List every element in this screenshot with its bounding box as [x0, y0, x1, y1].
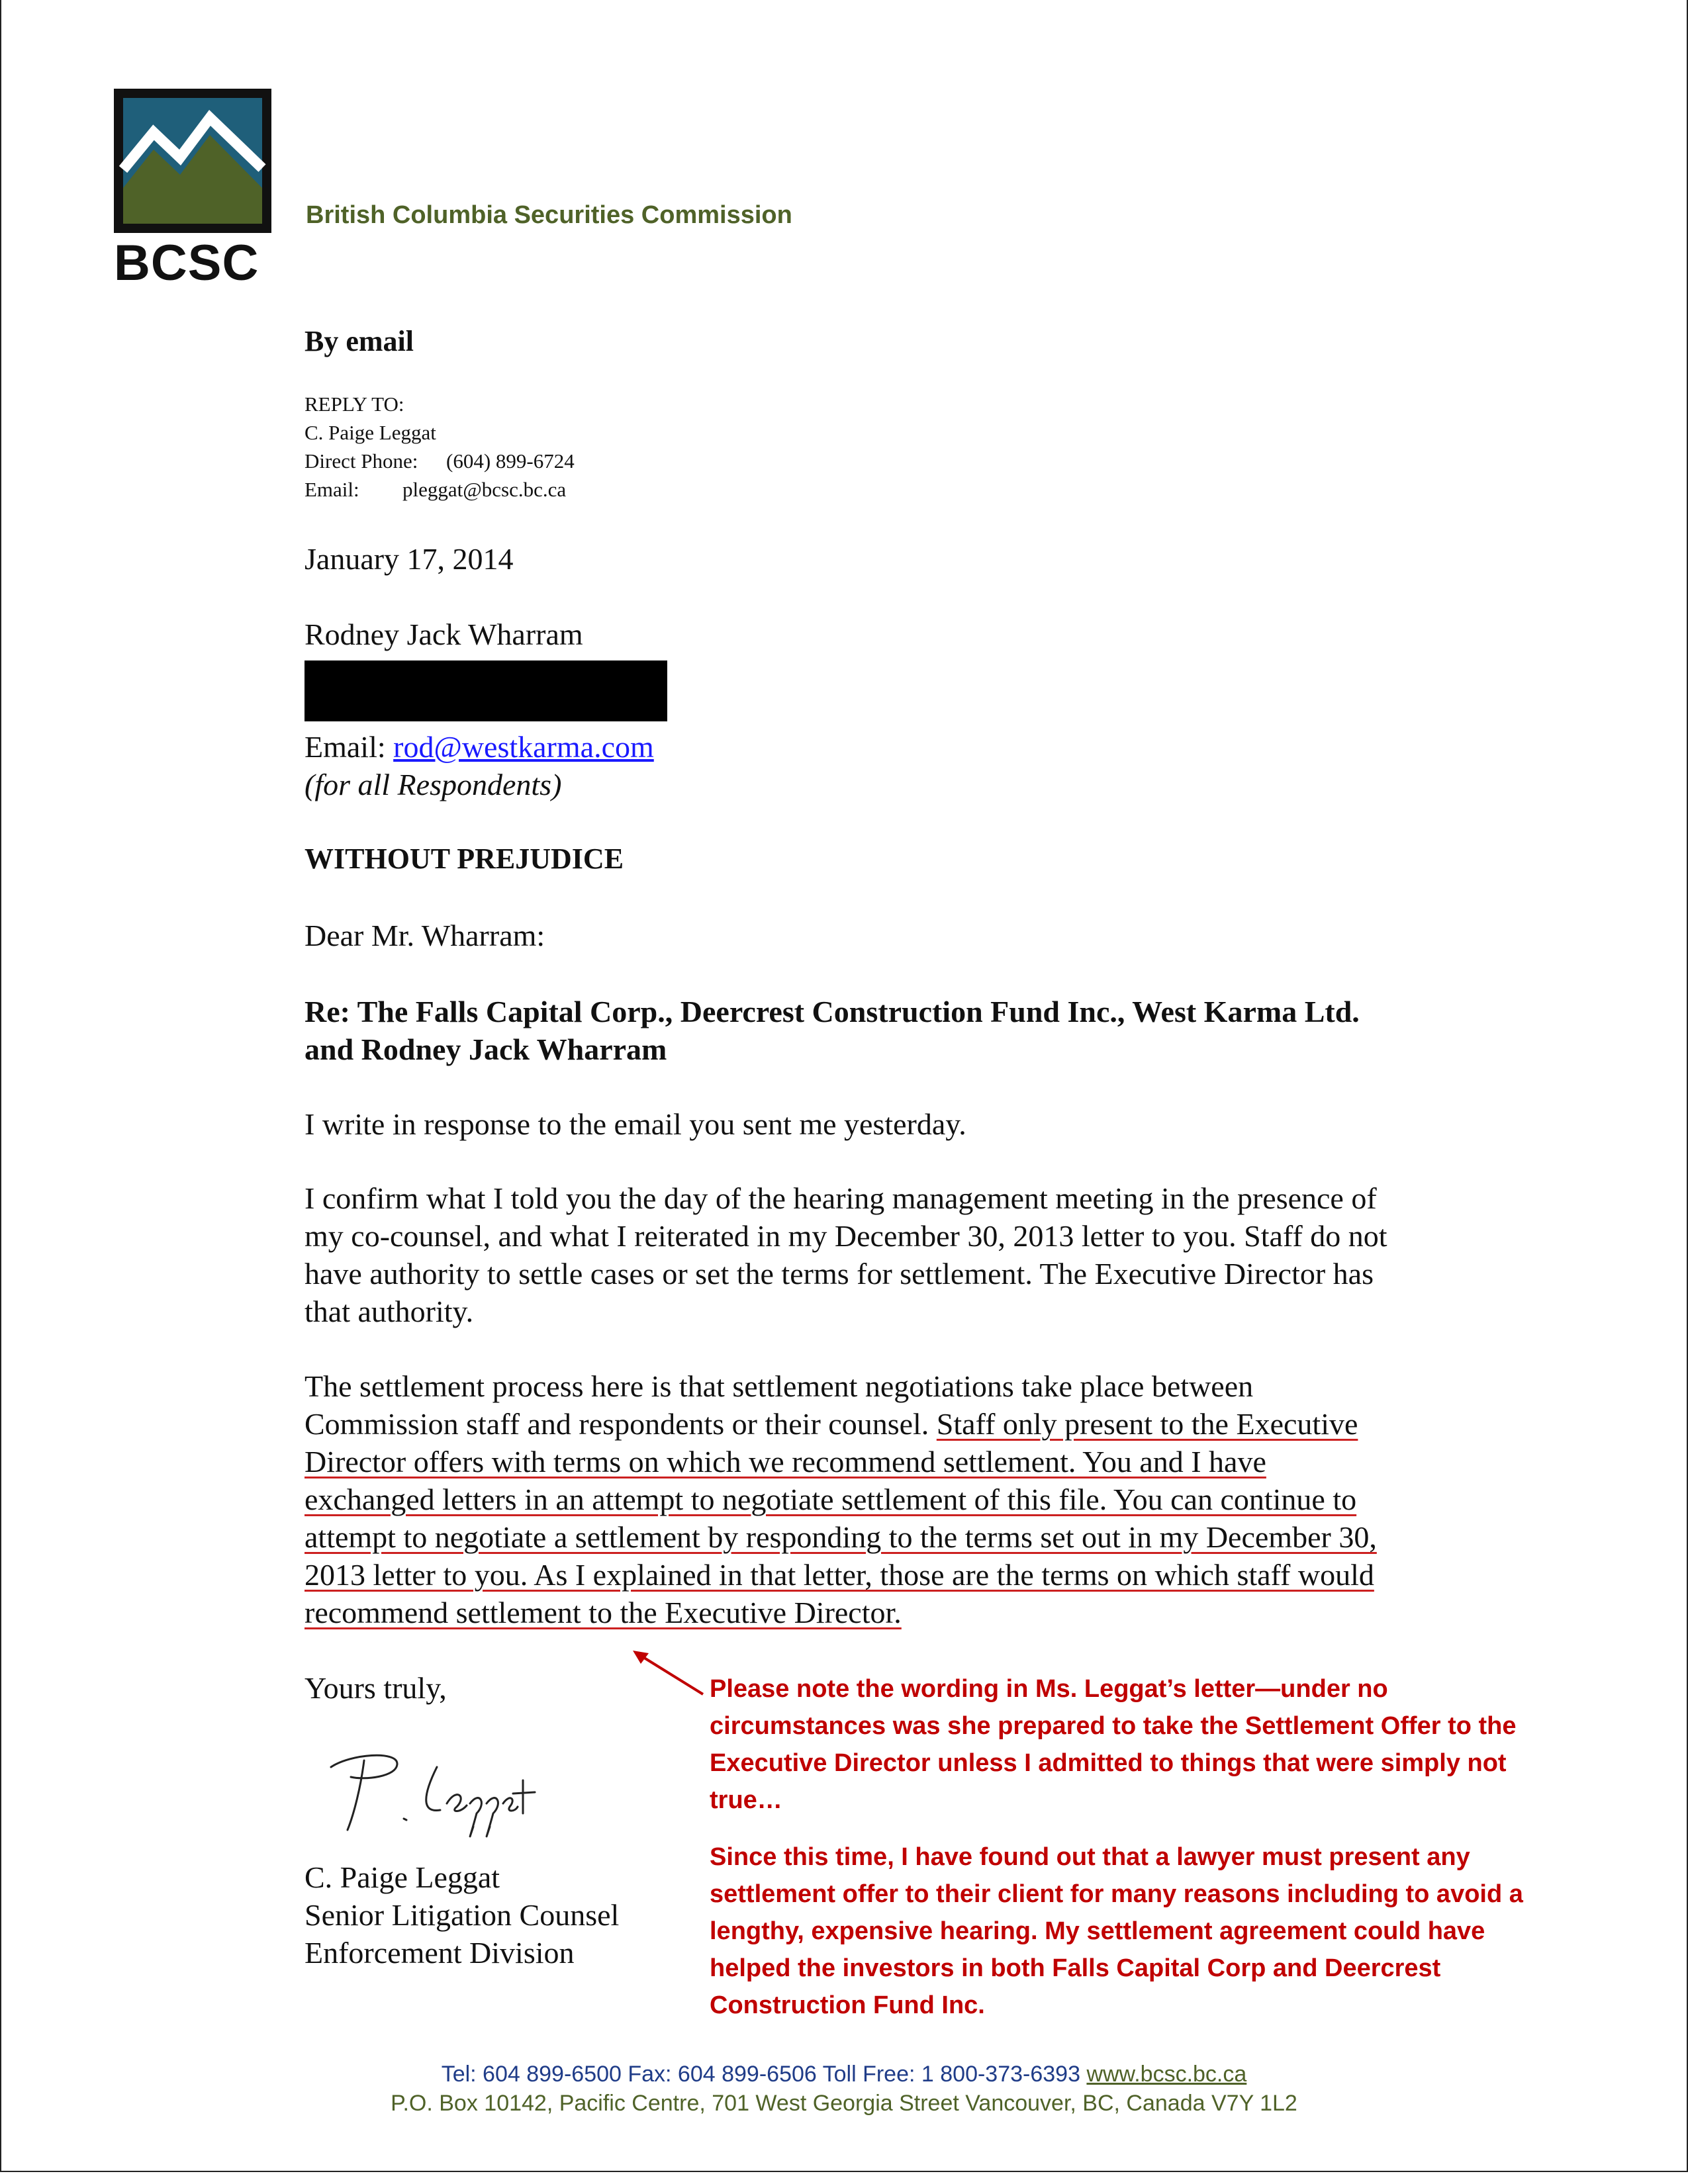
- annotation-line: lengthy, expensive hearing. My settlement agreement could have: [710, 1917, 1485, 1945]
- signature-block: [305, 1858, 619, 1972]
- logo-text: BCSC: [114, 235, 259, 291]
- annotation-note-1: [710, 1670, 1517, 1819]
- paragraph-line: I confirm what I told you the day of the hearing management meeting in the presence of: [305, 1181, 1377, 1215]
- annotation-line: Since this time, I have found out that a lawyer must present any: [710, 1843, 1470, 1871]
- reply-to-email-row: [305, 475, 575, 504]
- underlined-line: recommend settlement to the Executive Director.: [305, 1596, 902, 1629]
- redacted-address: [305, 660, 667, 721]
- paragraph-3: [305, 1367, 1377, 1631]
- signer-division: Enforcement Division: [305, 1936, 575, 1970]
- paragraph-line: that authority.: [305, 1295, 474, 1328]
- footer-address: P.O. Box 10142, Pacific Centre, 701 West Georgia Street Vancouver, BC, Canada V7Y 1L2: [391, 2091, 1297, 2116]
- paragraph-line: my co-counsel, and what I reiterated in my December 30, 2013 letter to you. Staff do not: [305, 1219, 1387, 1253]
- annotation-line: Please note the wording in Ms. Leggat’s letter—under no: [710, 1675, 1388, 1703]
- recipient-email-label: Email:: [305, 730, 394, 764]
- paragraph-2: [305, 1179, 1387, 1330]
- without-prejudice-heading: WITHOUT PREJUDICE: [305, 842, 624, 875]
- annotation-line: circumstances was she prepared to take the Settlement Offer to the: [710, 1712, 1517, 1740]
- signer-name: C. Paige Leggat: [305, 1860, 500, 1894]
- paragraph-line: The settlement process here is that settlement negotiations take place between: [305, 1369, 1254, 1403]
- footer-contact-text: Tel: 604 899-6500 Fax: 604 899-6506 Toll Free: 1 800-373-6393: [441, 2062, 1087, 2087]
- paragraph-line: [305, 1405, 1377, 1443]
- phone-label: Direct Phone:: [305, 449, 418, 473]
- letter-date: January 17, 2014: [305, 542, 514, 576]
- re-line: Re: The Falls Capital Corp., Deercrest Construction Fund Inc., West Karma Ltd.: [305, 995, 1360, 1028]
- footer-website-link[interactable]: www.bcsc.bc.ca: [1086, 2062, 1247, 2087]
- underlined-line: Director offers with terms on which we recommend settlement. You and I have: [305, 1445, 1266, 1479]
- reply-to-label: REPLY TO:: [305, 392, 404, 416]
- salutation: Dear Mr. Wharram:: [305, 919, 545, 952]
- recipient-email-link[interactable]: rod@westkarma.com: [393, 730, 654, 764]
- delivery-method: By email: [305, 325, 414, 357]
- underlined-line: attempt to negotiate a settlement by responding to the terms set out in my December 30,: [305, 1520, 1377, 1554]
- reply-to-name: C. Paige Leggat: [305, 421, 436, 444]
- re-line: and Rodney Jack Wharram: [305, 1032, 667, 1066]
- paragraph-line: have authority to settle cases or set the terms for settlement. The Executive Director has: [305, 1257, 1374, 1291]
- annotation-arrow-icon: [629, 1647, 708, 1700]
- organization-name: British Columbia Securities Commission: [306, 201, 792, 229]
- annotation-line: settlement offer to their client for many reasons including to avoid a: [710, 1880, 1523, 1908]
- annotation-line: Executive Director unless I admitted to things that were simply not: [710, 1749, 1507, 1777]
- underlined-line: exchanged letters in an attempt to negotiate settlement of this file. You can continue to: [305, 1482, 1357, 1516]
- email-value: pleggat@bcsc.bc.ca: [402, 478, 567, 501]
- annotation-note-2: [710, 1839, 1523, 2024]
- reply-to-phone-row: [305, 447, 575, 475]
- paragraph-plain-text: Commission staff and respondents or their counsel.: [305, 1407, 937, 1441]
- annotation-line: helped the investors in both Falls Capital Corp and Deercrest: [710, 1954, 1441, 1982]
- handwritten-signature: [324, 1741, 536, 1840]
- annotation-line: Construction Fund Inc.: [710, 1991, 985, 2019]
- re-subject: [305, 993, 1360, 1068]
- footer-contact: [0, 2060, 1688, 2089]
- closing: Yours truly,: [305, 1671, 447, 1705]
- email-label: Email:: [305, 478, 359, 501]
- underlined-line: 2013 letter to you. As I explained in that letter, those are the terms on which staff would: [305, 1558, 1374, 1592]
- signer-title: Senior Litigation Counsel: [305, 1898, 620, 1932]
- recipient-note: (for all Respondents): [305, 768, 562, 801]
- annotation-line: true…: [710, 1786, 782, 1814]
- recipient-name: Rodney Jack Wharram: [305, 617, 583, 651]
- underlined-text: Staff only present to the Executive: [936, 1407, 1358, 1441]
- recipient-email-line: [305, 728, 654, 766]
- reply-to-block: [305, 390, 575, 504]
- bcsc-logo-icon: [114, 89, 271, 233]
- paragraph-1: I write in response to the email you sent me yesterday.: [305, 1107, 966, 1141]
- phone-value: (604) 899-6724: [446, 449, 575, 473]
